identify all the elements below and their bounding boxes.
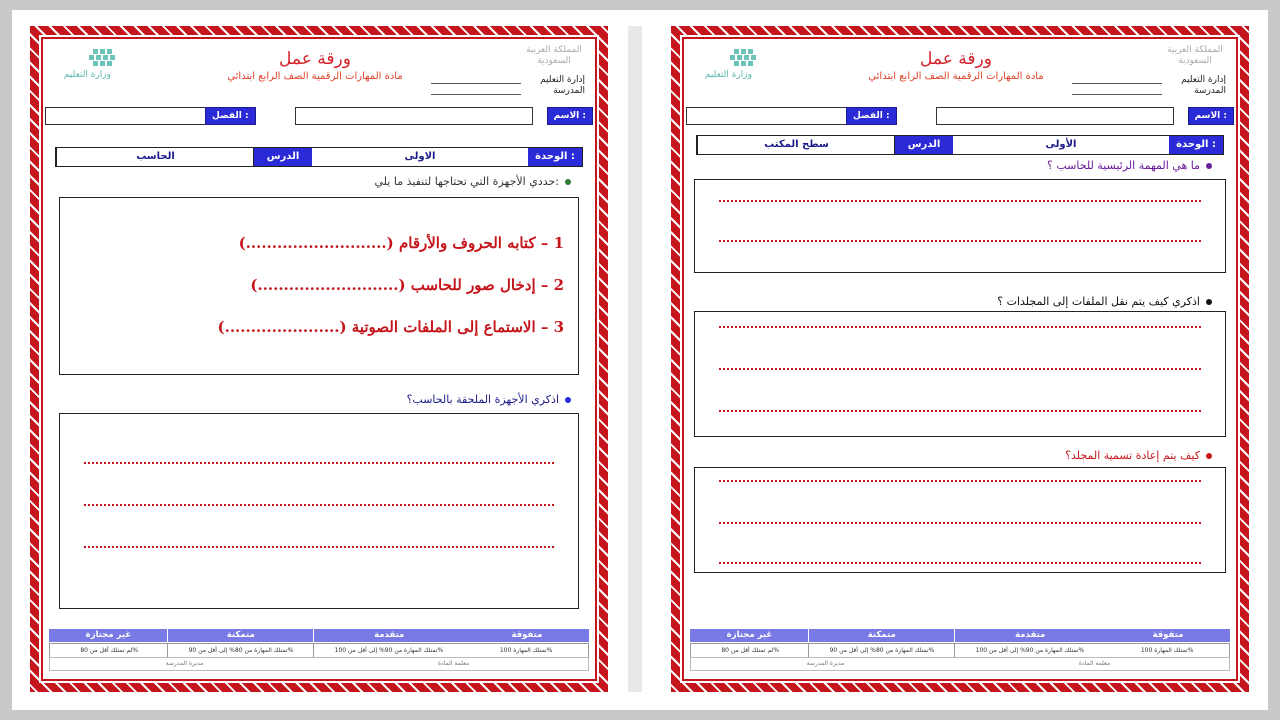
ksa-logo: المملكة العربية السعودية — [526, 45, 582, 66]
admin-line — [1072, 83, 1162, 84]
unit-bar — [696, 135, 1224, 155]
principal-signature: مديرة المدرسة — [806, 660, 845, 667]
school-line — [1072, 94, 1162, 95]
lesson-label: الدرس — [894, 136, 953, 154]
answer-box-1[interactable] — [59, 197, 579, 375]
lesson-value: سطح المكتب — [697, 136, 895, 154]
answer-line — [719, 410, 1201, 412]
bullet-icon — [1206, 299, 1212, 305]
name-bar — [686, 107, 1234, 125]
page-header — [45, 41, 593, 99]
answer-box-2[interactable] — [59, 413, 579, 609]
teacher-signature: معلمة المادة — [437, 660, 470, 667]
rubric-header: متفوقة — [511, 630, 543, 640]
rubric-criterion: تمتلك المهارة 100% — [1140, 647, 1194, 654]
question-2: اذكري كيف يتم نقل الملفات إلى المجلدات ؟ — [997, 295, 1212, 308]
answer-line — [719, 522, 1201, 524]
answer-box-1[interactable] — [694, 179, 1226, 273]
answer-box-2[interactable] — [694, 311, 1226, 437]
principal-signature: مديرة المدرسة — [165, 660, 204, 667]
rubric-criterion: تمتلك المهارة من 90% إلى أقل من 100% — [313, 644, 465, 657]
name-label: الاسم : — [1188, 107, 1234, 125]
rubric-header: متمكنة — [808, 629, 955, 642]
rubric-header: متمكنة — [167, 629, 314, 642]
subject-line: مادة المهارات الرقمية الصف الرابع ابتدائي — [868, 71, 1044, 82]
class-field[interactable] — [686, 107, 848, 125]
rubric-header: متقدمة — [313, 629, 465, 642]
page-header — [686, 41, 1234, 99]
answer-line — [84, 546, 554, 548]
name-label: الاسم : — [547, 107, 593, 125]
moe-logo-icon — [51, 47, 131, 91]
lesson-value: الحاسب — [56, 148, 254, 166]
rubric-table — [690, 629, 1230, 673]
answer-line — [84, 504, 554, 506]
page-gap — [628, 26, 642, 692]
rubric-criterion: تمتلك المهارة من 80% إلى أقل من 90% — [808, 644, 954, 657]
rubric-table — [49, 629, 589, 673]
rubric-criterion: تمتلك المهارة من 80% إلى أقل من 90% — [167, 644, 313, 657]
admin-labels: إدارة التعليم المدرسة — [540, 75, 585, 96]
moe-logo — [692, 47, 772, 91]
class-label: الفصل : — [846, 107, 897, 125]
bullet-icon — [565, 179, 571, 185]
moe-logo-icon — [692, 47, 772, 91]
unit-value: الأولى — [952, 136, 1169, 154]
answer-line — [719, 562, 1201, 564]
rubric-criterion: تمتلك المهارة 100% — [499, 647, 553, 654]
rubric-criterion: لم تمتلك أقل من 80% — [690, 644, 809, 657]
subject-line: مادة المهارات الرقمية الصف الرابع ابتدائي — [227, 71, 403, 82]
school-line — [431, 94, 521, 95]
rubric-header: غير مجتازة — [48, 629, 168, 642]
name-field[interactable] — [295, 107, 533, 125]
svg-text:وزارة التعليم: وزارة التعليم — [63, 70, 111, 80]
rubric-header: متقدمة — [954, 629, 1106, 642]
unit-value: الاولى — [311, 148, 528, 166]
answer-line — [719, 200, 1201, 202]
rubric-criterion: تمتلك المهارة من 90% إلى أقل من 100% — [954, 644, 1106, 657]
svg-text:وزارة التعليم: وزارة التعليم — [704, 70, 752, 80]
answer-box-3[interactable] — [694, 467, 1226, 573]
name-field[interactable] — [936, 107, 1174, 125]
ksa-logo: المملكة العربية السعودية — [1167, 45, 1223, 66]
answer-line — [719, 368, 1201, 370]
worksheet-title: ورقة عمل — [920, 49, 992, 69]
answer-line — [719, 326, 1201, 328]
question-3: كيف يتم إعادة تسمية المجلد؟ — [1065, 449, 1212, 462]
answer-line — [719, 240, 1201, 242]
worksheet-page-left — [30, 26, 608, 692]
rubric-criterion: لم تمتلك أقل من 80% — [49, 644, 168, 657]
answer-line — [84, 462, 554, 464]
unit-bar — [55, 147, 583, 167]
class-label: الفصل : — [205, 107, 256, 125]
item-3: 3 – الاستماع إلى الملفات الصوتية (......................) — [217, 318, 564, 336]
question-1: حددي الأجهزة التي تحتاجها لتنفيذ ما يلي: — [374, 175, 571, 188]
bullet-icon — [1206, 163, 1212, 169]
worksheet-title: ورقة عمل — [279, 49, 351, 69]
rubric-header: متفوقة — [1152, 630, 1184, 640]
admin-line — [431, 83, 521, 84]
admin-labels: إدارة التعليم المدرسة — [1181, 75, 1226, 96]
item-1: 1 – كتابه الحروف والأرقام (...........................) — [238, 234, 564, 252]
teacher-signature: معلمة المادة — [1078, 660, 1111, 667]
class-field[interactable] — [45, 107, 207, 125]
bullet-icon — [1206, 453, 1212, 459]
question-2: اذكري الأجهزة الملحقة بالحاسب؟ — [407, 393, 571, 406]
moe-logo — [51, 47, 131, 91]
unit-label: الوحدة : — [528, 148, 582, 166]
unit-label: الوحدة : — [1169, 136, 1223, 154]
bullet-icon — [565, 397, 571, 403]
lesson-label: الدرس — [253, 148, 312, 166]
worksheet-page-right — [671, 26, 1249, 692]
answer-line — [719, 480, 1201, 482]
name-bar — [45, 107, 593, 125]
item-2: 2 – إدخال صور للحاسب (...........................) — [250, 276, 564, 294]
rubric-header: غير مجتازة — [689, 629, 809, 642]
question-1: ما هي المهمة الرئيسية للحاسب ؟ — [1047, 159, 1212, 172]
